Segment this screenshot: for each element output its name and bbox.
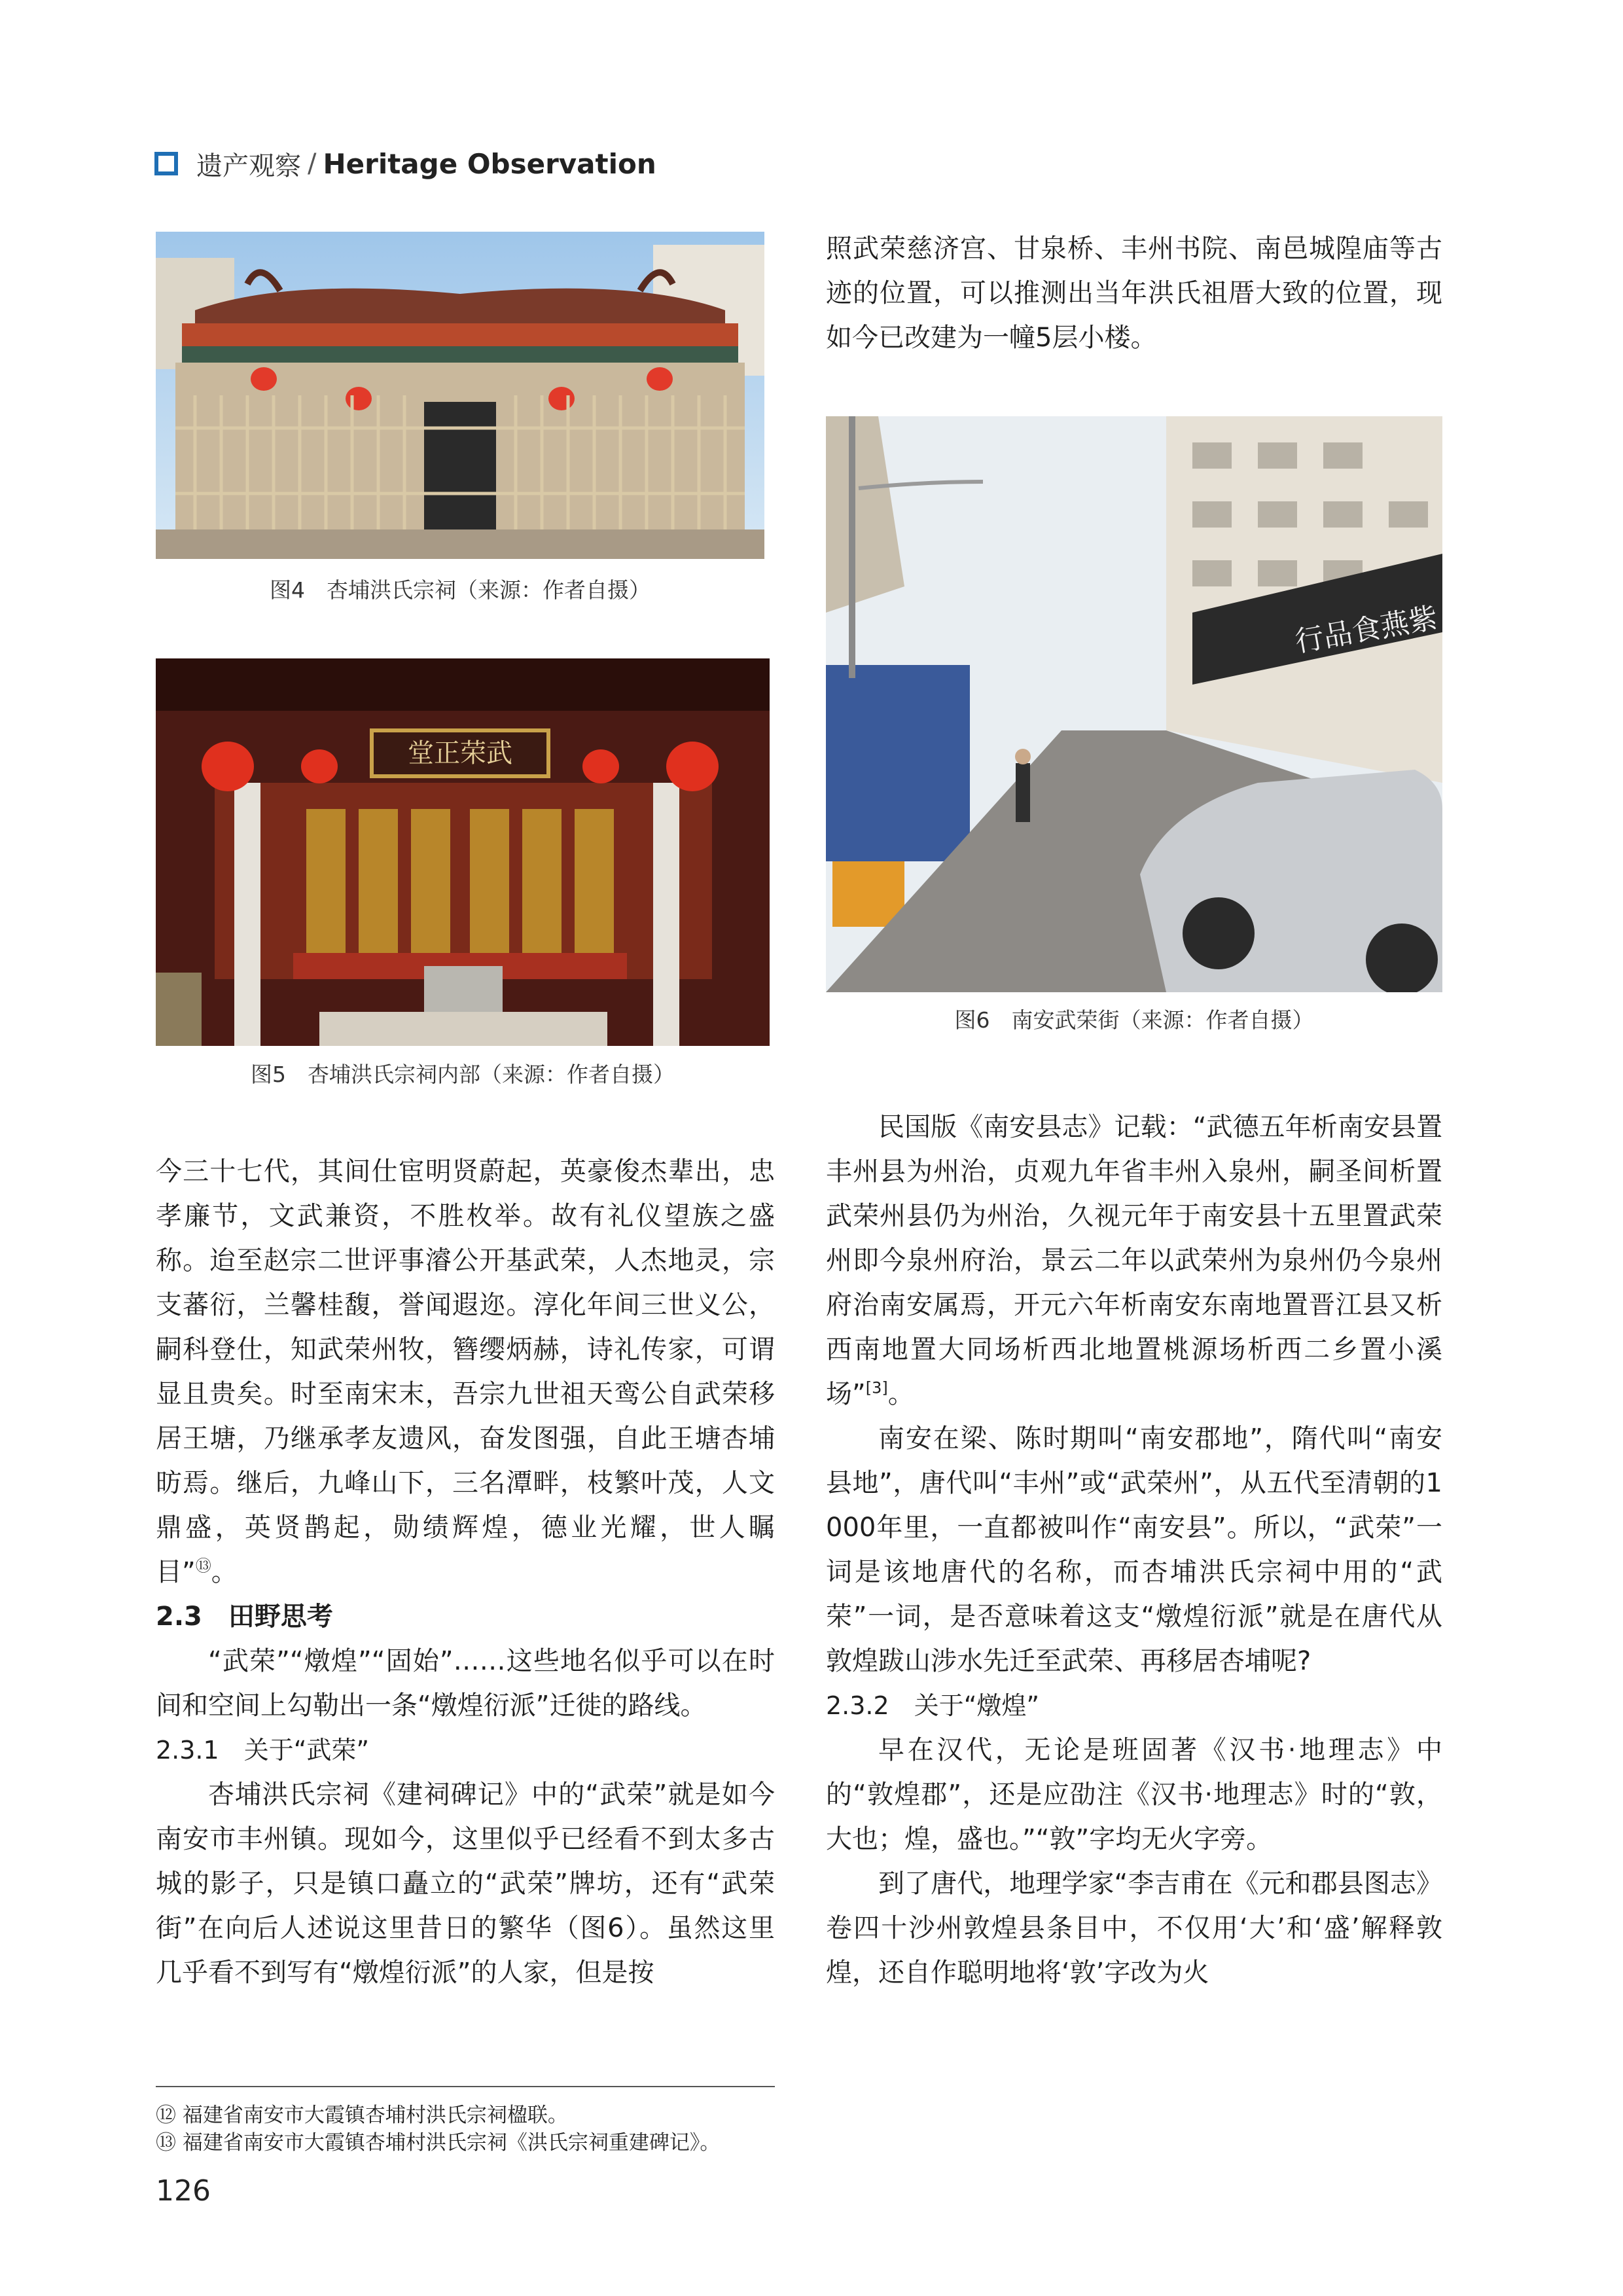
figure-5-caption: 图5 杏埔洪氏宗祠内部（来源：作者自摄） <box>251 1062 675 1087</box>
page-number: 126 <box>156 2174 211 2208</box>
temple-facade-illustration <box>156 232 764 559</box>
right-paragraph-3: 早在汉代，无论是班固著《汉书·地理志》中的“敦煌郡”，还是应劭注《汉书·地理志》时的“敦，大也；煌，盛也。”“敦”字均无火字旁。 <box>826 1735 1442 1854</box>
square-icon <box>154 152 178 175</box>
temple-interior-illustration <box>156 658 770 1046</box>
heading-2-3: 2.3 田野思考 <box>156 1602 333 1632</box>
right-paragraph-4: 到了唐代，地理学家“李吉甫在《元和郡县图志》卷四十沙州敦煌县条目中，不仅用‘大’和‘盛’解释敦煌，还自作聪明地将‘敦’字改为火 <box>826 1869 1442 1988</box>
left-paragraph-2: “武荣”“燉煌”“固始”……这些地名似乎可以在时间和空间上勾勒出一条“燉煌衍派”迁徙的路线。 <box>156 1646 775 1721</box>
figure-4-photo <box>156 232 764 559</box>
footnote-12: ⑫ 福建省南安市大霞镇杏埔村洪氏宗祠楹联。 <box>156 2104 568 2127</box>
right-paragraph-2: 南安在梁、陈时期叫“南安郡地”，隋代叫“南安县地”，唐代叫“丰州”或“武荣州”，从五代至清朝的1 000年里，一直都被叫作“南安县”。所以，“武荣”一词是该地唐代的名称，而杏埔洪氏宗祠中用的“武荣”一词，是否意味着这支“燉煌衍派”就是在唐代从敦煌跋山涉水先迁至武荣、再移居杏埔呢? <box>826 1424 1442 1676</box>
header-separator: / <box>308 149 317 179</box>
heading-2-3-2: 2.3.2 关于“燉煌” <box>826 1691 1040 1720</box>
header-section-cn: 遗产观察 <box>196 151 301 181</box>
right-column-bottom <box>826 1105 1442 1995</box>
right-paragraph-1 <box>826 1105 1442 1416</box>
right-paragraph-1-end: 。 <box>887 1379 914 1409</box>
citation-ref-3: [3] <box>865 1378 888 1397</box>
figure-6-caption: 图6 南安武荣街（来源：作者自摄） <box>954 1007 1314 1033</box>
figure-4-caption: 图4 杏埔洪氏宗祠（来源：作者自摄） <box>270 577 651 603</box>
heading-2-3-1: 2.3.1 关于“武荣” <box>156 1736 370 1765</box>
shop-sign-text: 行品食燕紫 <box>1293 601 1440 659</box>
right-paragraph-1-text: 民国版《南安县志》记载：“武德五年析南安县置丰州县为州治，贞观九年省丰州入泉州，嗣圣间析置武荣州县仍为州治，久视元年于南安县十五里置武荣州即今泉州府治，景云二年以武荣州为泉州仍今泉州府治南安属焉，开元六年析南安东南地置晋江县又析西南地置大同场析西北地置桃源场析西二乡置小溪场” <box>826 1112 1442 1409</box>
street-scene-illustration <box>826 416 1442 992</box>
left-paragraph-3: 杏埔洪氏宗祠《建祠碑记》中的“武荣”就是如今南安市丰州镇。现如今，这里似乎已经看不到太多古城的影子，只是镇口矗立的“武荣”牌坊，还有“武荣街”在向后人述说这里昔日的繁华（图6）。虽然这里几乎看不到写有“燉煌衍派”的人家，但是按 <box>156 1780 775 1988</box>
figure-6-photo <box>826 416 1442 992</box>
header-section-en: Heritage Observation <box>323 147 656 180</box>
footnote-ref-13: ⑬ <box>195 1556 211 1575</box>
plaque-text: 堂正荣武 <box>408 738 512 768</box>
footnote-rule <box>156 2086 775 2087</box>
left-paragraph-1 <box>156 1149 775 1594</box>
left-column <box>156 1149 775 1995</box>
running-header <box>154 145 656 182</box>
footnote-13: ⑬ 福建省南安市大霞镇杏埔村洪氏宗祠《洪氏宗祠重建碑记》。 <box>156 2131 721 2155</box>
right-paragraph-0: 照武荣慈济宫、甘泉桥、丰州书院、南邑城隍庙等古迹的位置，可以推测出当年洪氏祖厝大致的位置，现如今已改建为一幢5层小楼。 <box>826 234 1442 353</box>
right-column-top <box>826 226 1442 360</box>
left-paragraph-1-end: 。 <box>211 1557 238 1587</box>
left-paragraph-1-text: 今三十七代，其间仕宦明贤蔚起，英豪俊杰辈出，忠孝廉节，文武兼资，不胜枚举。故有礼仪望族之盛称。迨至赵宗二世评事濬公开基武荣，人杰地灵，宗支蕃衍，兰馨桂馥，誉闻遐迩。淳化年间三世义公，嗣科登仕，知武荣州牧，簪缨炳赫，诗礼传家，可谓显且贵矣。时至南宋末，吾宗九世祖天鸾公自武荣移居王塘，乃继承孝友遗风，奋发图强，自此王塘杏埔昉焉。继后，九峰山下，三名潭畔，枝繁叶茂，人文鼎盛，英贤鹊起，勋绩辉煌，德业光耀，世人瞩目” <box>156 1157 775 1587</box>
figure-5-photo <box>156 658 770 1046</box>
